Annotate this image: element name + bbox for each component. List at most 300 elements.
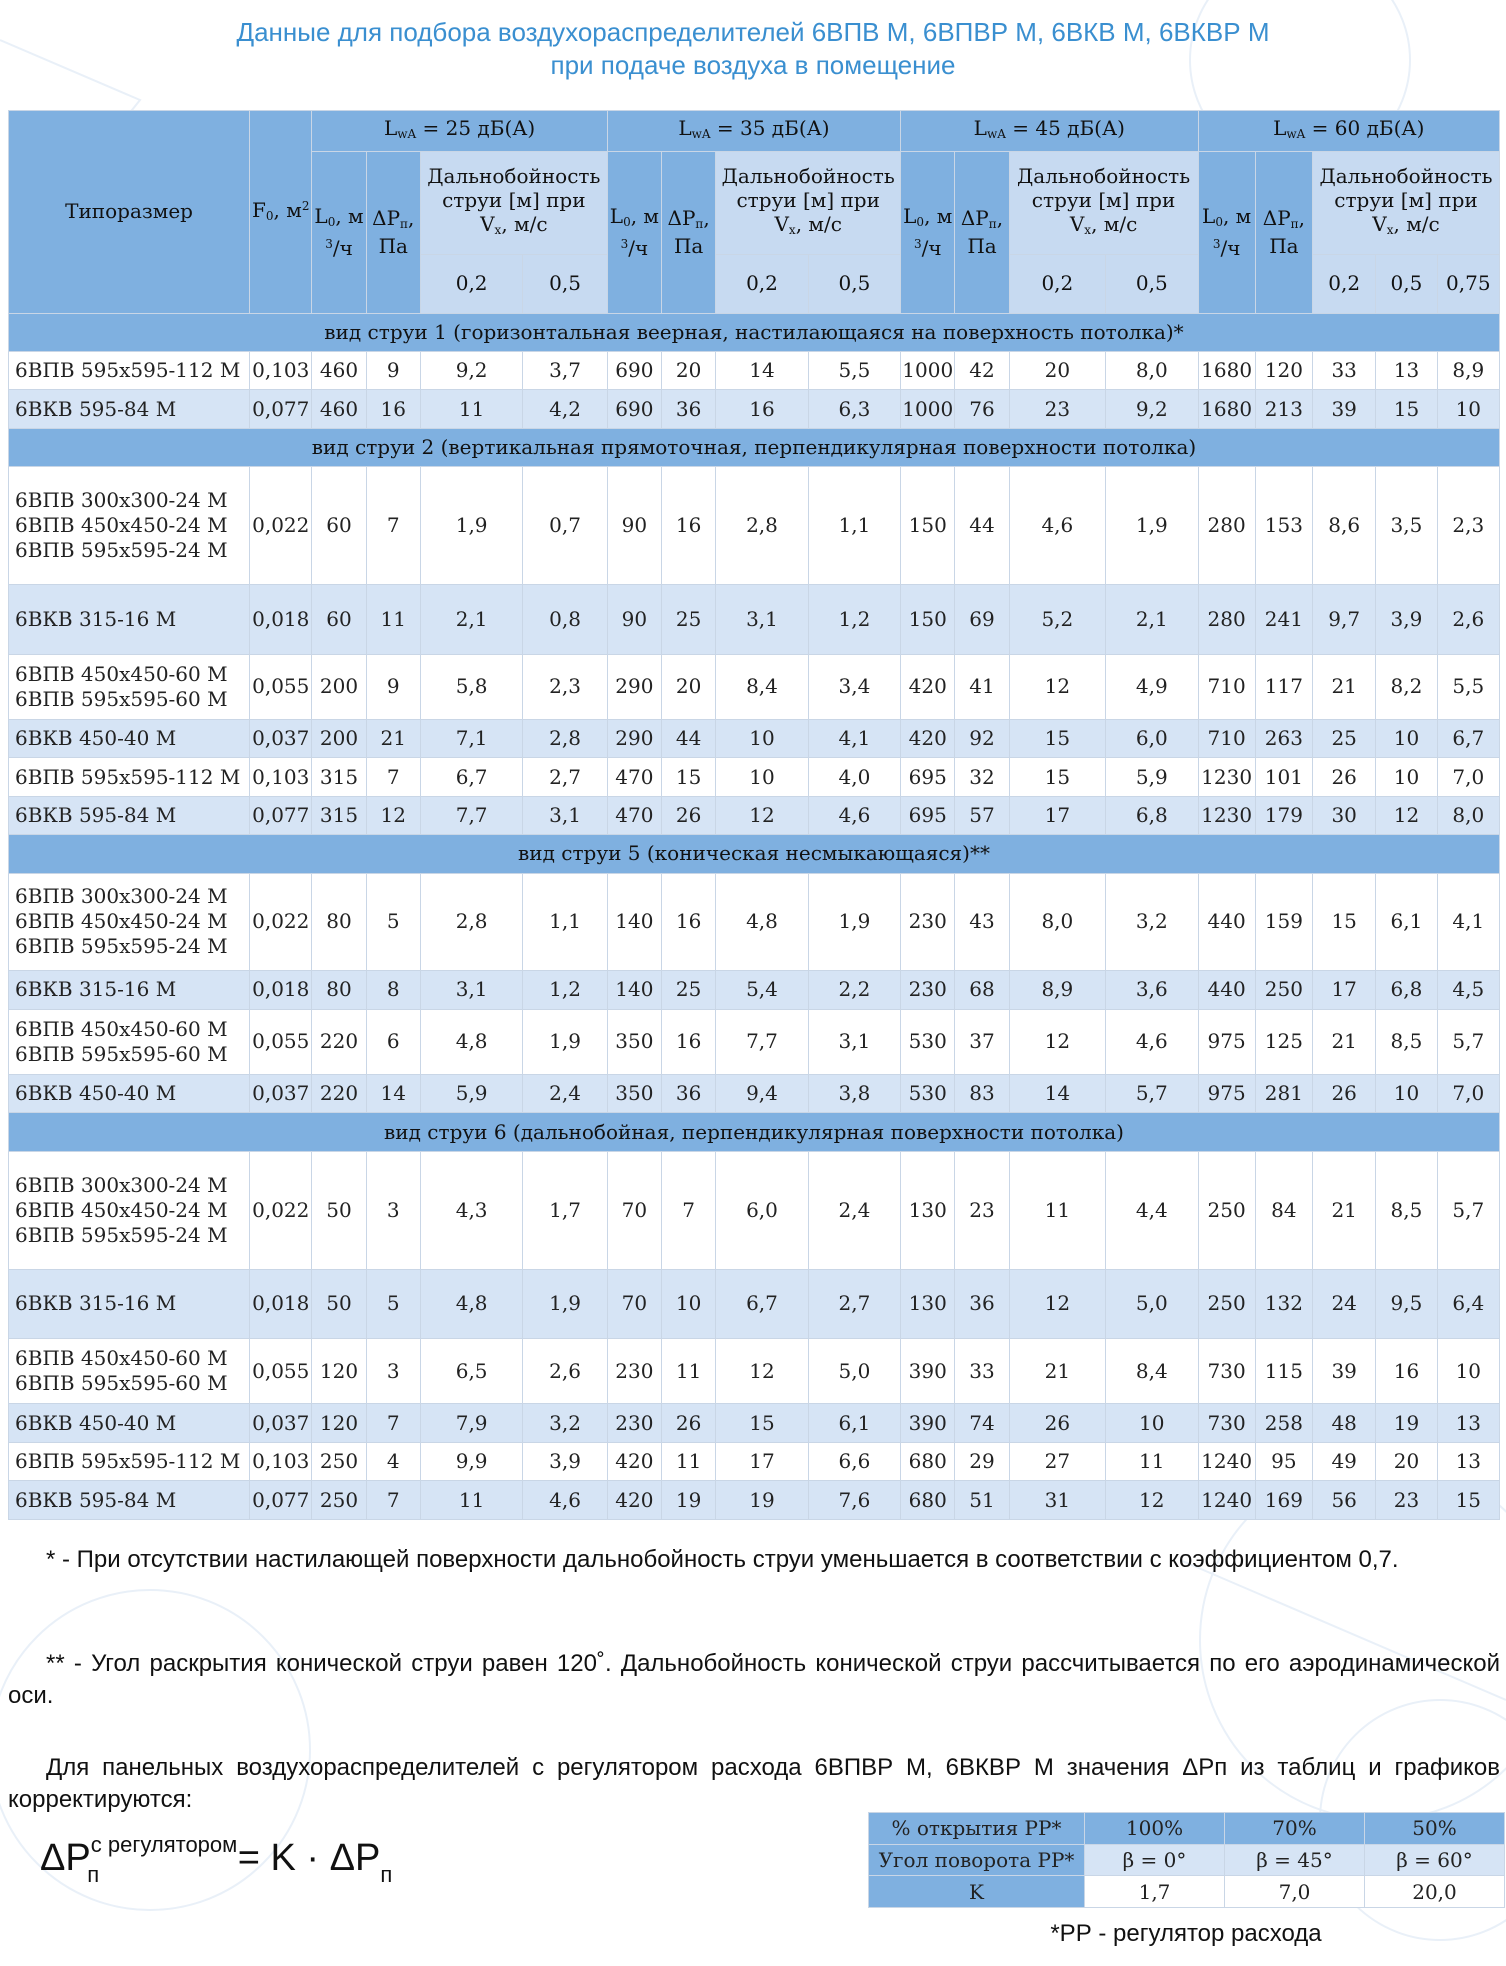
row-value: [312, 1151, 366, 1269]
cell-value: 440: [1207, 977, 1246, 1002]
size-name: 6ВКВ 315-16 М: [15, 1291, 177, 1316]
cell-value: 6,5: [455, 1358, 488, 1383]
noise-symbol: L: [973, 115, 987, 140]
cell-value: 21: [380, 726, 406, 751]
cell-value: 4,0: [838, 764, 871, 789]
row-size-name: [9, 1442, 250, 1480]
row-value: [1009, 1009, 1105, 1074]
cell-value: 92: [969, 726, 995, 751]
header-throw: [716, 152, 901, 255]
cell-value: 84: [1271, 1197, 1297, 1222]
cell-value: 3,2: [1135, 909, 1168, 934]
row-size-name: [9, 719, 250, 757]
cell-value: 263: [1264, 726, 1303, 751]
f0-value: 0,055: [252, 674, 310, 699]
row-value: [901, 1009, 955, 1074]
row-value: [955, 971, 1009, 1009]
throw-velocity-subscript: x: [494, 222, 502, 237]
row-value: [366, 1009, 420, 1074]
row-value: [366, 1339, 420, 1404]
cell-value: 43: [969, 909, 995, 934]
cell-value: 4,1: [1452, 909, 1485, 934]
row-value: [901, 1269, 955, 1338]
row-size-name: [9, 1481, 250, 1520]
f0-value: 0,018: [252, 977, 310, 1002]
airflow-unit: , м: [924, 204, 953, 229]
row-value: [662, 1339, 716, 1404]
cell-value: 3,9: [1390, 606, 1423, 631]
cell-value: 17: [1331, 977, 1357, 1002]
footnote-1: [8, 1544, 1500, 1576]
f0-value: 0,018: [252, 1291, 310, 1316]
cell-value: 10: [749, 764, 775, 789]
row-value: [1255, 1442, 1312, 1480]
row-value: [955, 1442, 1009, 1480]
cell-value: 3,9: [549, 1449, 581, 1474]
row-value: [662, 1269, 716, 1338]
cell-value: 2,8: [746, 513, 778, 538]
size-name: 6ВПВ 300x300-24 М: [15, 884, 228, 909]
f0-value: 0,077: [252, 1487, 310, 1512]
cell-value: 12: [749, 803, 775, 828]
header-airflow: [901, 152, 955, 314]
regulator-value: β = 60°: [1365, 1844, 1505, 1876]
cell-value: 130: [908, 1197, 947, 1222]
row-value: [955, 719, 1009, 757]
row-value: [312, 719, 366, 757]
cell-value: 470: [615, 803, 654, 828]
row-value: [1009, 971, 1105, 1009]
cell-value: 1,9: [549, 1029, 581, 1054]
airflow-subscript: 0: [916, 215, 925, 230]
row-value: [1437, 352, 1499, 390]
regulator-value: 1,7: [1085, 1876, 1225, 1908]
row-value: [1198, 352, 1255, 390]
row-value: [420, 352, 522, 390]
cell-value: 6,1: [838, 1410, 871, 1435]
cell-value: 15: [675, 764, 702, 789]
footnote-2-text: ** - Угол раскрытия конической струи равен 120˚. Дальнобойность конической струи рассчитывается по его аэродинамической оси.: [8, 1650, 1500, 1709]
header-pressure: [1255, 152, 1312, 314]
row-value: [312, 1269, 366, 1338]
cell-value: 3,1: [549, 803, 581, 828]
size-name: 6ВКВ 315-16 М: [15, 977, 177, 1002]
f0-value: 0,018: [252, 606, 310, 631]
cell-value: 6,1: [1390, 909, 1423, 934]
cell-value: 16: [675, 1029, 702, 1054]
cell-value: 30: [1331, 803, 1357, 828]
airflow-unit-2: /ч: [921, 236, 942, 261]
header-airflow: [1198, 152, 1255, 314]
row-value: [1009, 467, 1105, 585]
row-value: [808, 654, 900, 719]
cell-value: 117: [1264, 674, 1303, 699]
header-throw: [420, 152, 607, 255]
row-size-name: [9, 585, 250, 654]
cell-value: 15: [1455, 1487, 1482, 1512]
cell-value: 17: [1044, 803, 1071, 828]
row-size-name: [9, 654, 250, 719]
row-f0: [250, 873, 312, 970]
row-value: [1255, 1151, 1312, 1269]
cell-value: 10: [1455, 1358, 1482, 1383]
row-value: [1198, 796, 1255, 834]
header-velocity: [523, 254, 607, 313]
cell-value: 2,1: [455, 606, 488, 631]
row-value: [1009, 1481, 1105, 1520]
row-value: [366, 1269, 420, 1338]
row-value: [1313, 971, 1376, 1009]
cell-value: 26: [675, 1410, 702, 1435]
row-value: [523, 1339, 607, 1404]
pressure-subscript: п: [695, 217, 704, 232]
cell-value: 179: [1264, 803, 1303, 828]
row-value: [523, 1404, 607, 1442]
row-value: [662, 796, 716, 834]
row-value: [1376, 1442, 1437, 1480]
size-name: 6ВКВ 595-84 М: [15, 396, 177, 421]
size-name: 6ВКВ 450-40 М: [15, 1410, 177, 1435]
size-name: 6ВПВ 300x300-24 М: [15, 488, 228, 513]
header-velocity: [1437, 254, 1499, 313]
cell-value: 2,4: [549, 1081, 581, 1106]
cell-value: 4,6: [549, 1487, 581, 1512]
row-value: [312, 1404, 366, 1442]
cell-value: 60: [326, 513, 352, 538]
row-size-name: [9, 873, 250, 970]
row-value: [1376, 719, 1437, 757]
cell-value: 9,9: [455, 1449, 488, 1474]
row-value: [1009, 758, 1105, 796]
row-value: [1106, 1481, 1198, 1520]
cell-value: 20: [675, 358, 702, 383]
cell-value: 5,0: [838, 1358, 871, 1383]
airflow-symbol: L: [1202, 204, 1216, 229]
row-value: [366, 390, 420, 428]
cell-value: 5,0: [1135, 1291, 1168, 1316]
cell-value: 44: [969, 513, 995, 538]
row-value: [607, 1339, 661, 1404]
row-value: [1313, 1481, 1376, 1520]
row-value: [1313, 1339, 1376, 1404]
noise-subscript: wA: [1286, 126, 1306, 141]
row-value: [1106, 1151, 1198, 1269]
cell-value: 1,7: [549, 1197, 581, 1222]
cell-value: 3,6: [1135, 977, 1168, 1002]
cell-value: 2,4: [838, 1197, 871, 1222]
cell-value: 8,9: [1452, 358, 1485, 383]
cell-value: 80: [326, 909, 352, 934]
row-size-name: [9, 758, 250, 796]
row-value: [420, 873, 522, 970]
cell-value: 3: [386, 1358, 400, 1383]
cell-value: 50: [326, 1291, 352, 1316]
row-value: [716, 390, 808, 428]
cell-value: 8,0: [1041, 909, 1074, 934]
row-value: [901, 467, 955, 585]
row-f0: [250, 1442, 312, 1480]
throw-velocity-symbol: V: [1069, 211, 1085, 236]
cell-value: 26: [675, 803, 702, 828]
size-name: 6ВКВ 450-40 М: [15, 726, 177, 751]
row-value: [901, 1404, 955, 1442]
regulator-note-text: Для панельных воздухораспределителей с регулятором расхода 6ВПВР М, 6ВКВР М значения ΔPп из таблиц и графиков корректируются:: [8, 1754, 1500, 1813]
f0-value: 0,037: [252, 1410, 310, 1435]
table-row: [9, 719, 1500, 757]
cell-value: 1,9: [455, 513, 488, 538]
row-value: [1437, 758, 1499, 796]
row-value: [808, 1339, 900, 1404]
cell-value: 230: [908, 977, 947, 1002]
header-noise-level: [607, 111, 900, 152]
row-value: [523, 467, 607, 585]
cell-value: 730: [1207, 1358, 1246, 1383]
header-velocity: [808, 254, 900, 313]
row-value: [1376, 1481, 1437, 1520]
row-value: [1376, 467, 1437, 585]
pressure-subscript: п: [400, 217, 409, 232]
row-value: [1437, 971, 1499, 1009]
throw-velocity-subscript: x: [1386, 222, 1394, 237]
cell-value: 3: [386, 1197, 400, 1222]
cell-value: 10: [1393, 726, 1420, 751]
cell-value: 11: [458, 396, 485, 421]
size-name: 6ВКВ 315-16 М: [15, 606, 177, 631]
cell-value: 280: [1207, 513, 1246, 538]
row-value: [901, 390, 955, 428]
header-velocity: [716, 254, 808, 313]
row-f0: [250, 796, 312, 834]
cell-value: 14: [1044, 1081, 1071, 1106]
row-value: [366, 585, 420, 654]
regulator-value: 70%: [1225, 1813, 1365, 1845]
row-value: [366, 1442, 420, 1480]
cell-value: 41: [969, 674, 995, 699]
row-value: [716, 1009, 808, 1074]
f0-value: 0,103: [252, 764, 310, 789]
cell-value: 1,9: [549, 1291, 581, 1316]
cell-value: 4,3: [455, 1197, 488, 1222]
row-value: [312, 1009, 366, 1074]
cell-value: 4,4: [1135, 1197, 1168, 1222]
cell-value: 0,7: [549, 513, 581, 538]
cell-value: 14: [380, 1081, 406, 1106]
row-value: [955, 1404, 1009, 1442]
cell-value: 8,2: [1390, 674, 1423, 699]
airflow-subscript: 0: [623, 215, 631, 230]
cell-value: 150: [908, 513, 947, 538]
section-title-text: вид струи 2 (вертикальная прямоточная, перпендикулярная поверхности потолка): [311, 435, 1197, 460]
row-value: [312, 467, 366, 585]
row-value: [662, 758, 716, 796]
row-value: [1106, 1404, 1198, 1442]
row-value: [808, 758, 900, 796]
cell-value: 2,1: [1135, 606, 1168, 631]
cell-value: 7: [386, 764, 400, 789]
row-f0: [250, 1269, 312, 1338]
cell-value: 20: [1393, 1449, 1420, 1474]
row-value: [1198, 654, 1255, 719]
cell-value: 21: [1331, 1197, 1357, 1222]
cell-value: 1,1: [838, 513, 871, 538]
cell-value: 7,6: [838, 1487, 871, 1512]
row-value: [1106, 1074, 1198, 1112]
cell-value: 6,0: [1135, 726, 1168, 751]
table-row: [9, 654, 1500, 719]
row-value: [1376, 1339, 1437, 1404]
noise-subscript: wA: [397, 126, 417, 141]
row-value: [312, 1074, 366, 1112]
row-value: [716, 1481, 808, 1520]
row-value: [1437, 1151, 1499, 1269]
row-value: [901, 1442, 955, 1480]
row-value: [1198, 719, 1255, 757]
cell-value: 3,1: [746, 606, 778, 631]
cell-value: 12: [1044, 1291, 1071, 1316]
cell-value: 6,7: [1452, 726, 1485, 751]
cell-value: 80: [326, 977, 352, 1002]
row-value: [1255, 758, 1312, 796]
cell-value: 12: [1393, 803, 1420, 828]
cell-value: 250: [1207, 1291, 1246, 1316]
cell-value: 3,2: [549, 1410, 581, 1435]
section-header: [9, 835, 1500, 873]
cell-value: 5: [386, 1291, 400, 1316]
row-value: [523, 390, 607, 428]
regulator-note: [8, 1752, 1500, 1816]
row-value: [1313, 796, 1376, 834]
cell-value: 710: [1207, 726, 1246, 751]
cell-value: 4,1: [838, 726, 871, 751]
row-value: [716, 873, 808, 970]
throw-velocity-symbol: V: [1372, 211, 1387, 236]
row-value: [1106, 1442, 1198, 1480]
row-size-name: [9, 352, 250, 390]
row-value: [607, 585, 661, 654]
f0-value: 0,037: [252, 726, 310, 751]
f0-unit: , м: [273, 198, 302, 223]
row-value: [1198, 390, 1255, 428]
cell-value: 19: [749, 1487, 775, 1512]
row-value: [1009, 390, 1105, 428]
cell-value: 10: [1455, 396, 1482, 421]
cell-value: 470: [615, 764, 654, 789]
row-value: [1437, 1009, 1499, 1074]
cell-value: 420: [615, 1449, 654, 1474]
cell-value: 2,6: [1452, 606, 1485, 631]
table-row: [9, 1481, 1500, 1520]
row-value: [1255, 1269, 1312, 1338]
throw-label-2: струи [м] при: [1334, 187, 1478, 212]
cell-value: 5,8: [455, 674, 488, 699]
cell-value: 3,4: [838, 674, 871, 699]
row-value: [1255, 873, 1312, 970]
row-value: [662, 1442, 716, 1480]
cell-value: 115: [1264, 1358, 1303, 1383]
cell-value: 169: [1264, 1487, 1303, 1512]
row-value: [1009, 1442, 1105, 1480]
header-velocity: [1009, 254, 1105, 313]
size-name: 6ВПВ 300x300-24 М: [15, 1172, 228, 1197]
size-name: 6ВПВ 450x450-24 М: [15, 909, 228, 934]
row-value: [955, 1009, 1009, 1074]
cell-value: 5,4: [746, 977, 778, 1002]
throw-label-2: струи [м] при: [1031, 187, 1176, 212]
row-value: [1437, 719, 1499, 757]
row-value: [1106, 719, 1198, 757]
row-value: [1198, 585, 1255, 654]
cell-value: 153: [1264, 513, 1303, 538]
row-value: [366, 971, 420, 1009]
cell-value: 695: [908, 803, 947, 828]
row-value: [607, 1404, 661, 1442]
row-value: [901, 971, 955, 1009]
size-name: 6ВПВ 595x595-24 М: [15, 538, 228, 563]
cell-value: 32: [969, 764, 995, 789]
cell-value: 7: [386, 513, 400, 538]
row-value: [607, 1009, 661, 1074]
cell-value: 15: [749, 1410, 775, 1435]
row-value: [420, 1009, 522, 1074]
throw-velocity-subscript: x: [1084, 222, 1092, 237]
regulator-label: Угол поворота РР*: [869, 1844, 1085, 1876]
row-value: [420, 1442, 522, 1480]
section-header: [9, 313, 1500, 351]
throw-velocity-symbol: V: [774, 211, 789, 236]
row-value: [312, 796, 366, 834]
cell-value: 420: [615, 1487, 654, 1512]
row-value: [1106, 873, 1198, 970]
cell-value: 2,6: [549, 1358, 581, 1383]
size-name: 6ВПВ 595x595-112 М: [15, 1449, 241, 1474]
row-value: [420, 390, 522, 428]
row-value: [901, 585, 955, 654]
row-value: [808, 467, 900, 585]
row-value: [1376, 796, 1437, 834]
row-value: [901, 1151, 955, 1269]
row-value: [420, 796, 522, 834]
row-value: [523, 758, 607, 796]
cell-value: 90: [621, 606, 648, 631]
cell-value: 2,8: [455, 909, 488, 934]
row-value: [1255, 467, 1312, 585]
cell-value: 74: [969, 1410, 995, 1435]
row-value: [1313, 719, 1376, 757]
pressure-subscript: п: [988, 217, 997, 232]
header-pressure: [662, 152, 716, 314]
table-row: [9, 1339, 1500, 1404]
cell-value: 1,9: [1135, 513, 1168, 538]
row-value: [1437, 1339, 1499, 1404]
size-name: 6ВПВ 595x595-60 М: [15, 1371, 228, 1396]
row-value: [1376, 585, 1437, 654]
row-value: [662, 873, 716, 970]
row-value: [808, 971, 900, 1009]
cell-value: 7,0: [1452, 764, 1485, 789]
airflow-subscript: 0: [327, 215, 336, 230]
row-value: [420, 1151, 522, 1269]
cell-value: 241: [1264, 606, 1303, 631]
title-line-2: при подаче воздуха в помещение: [550, 50, 956, 80]
row-value: [1376, 1269, 1437, 1338]
noise-subscript: wA: [986, 126, 1006, 141]
cell-value: 220: [319, 1081, 359, 1106]
noise-subscript: wA: [691, 126, 711, 141]
cell-value: 5,5: [1452, 674, 1485, 699]
cell-value: 530: [908, 1029, 947, 1054]
cell-value: 6,7: [455, 764, 488, 789]
cell-value: 1,2: [549, 977, 581, 1002]
